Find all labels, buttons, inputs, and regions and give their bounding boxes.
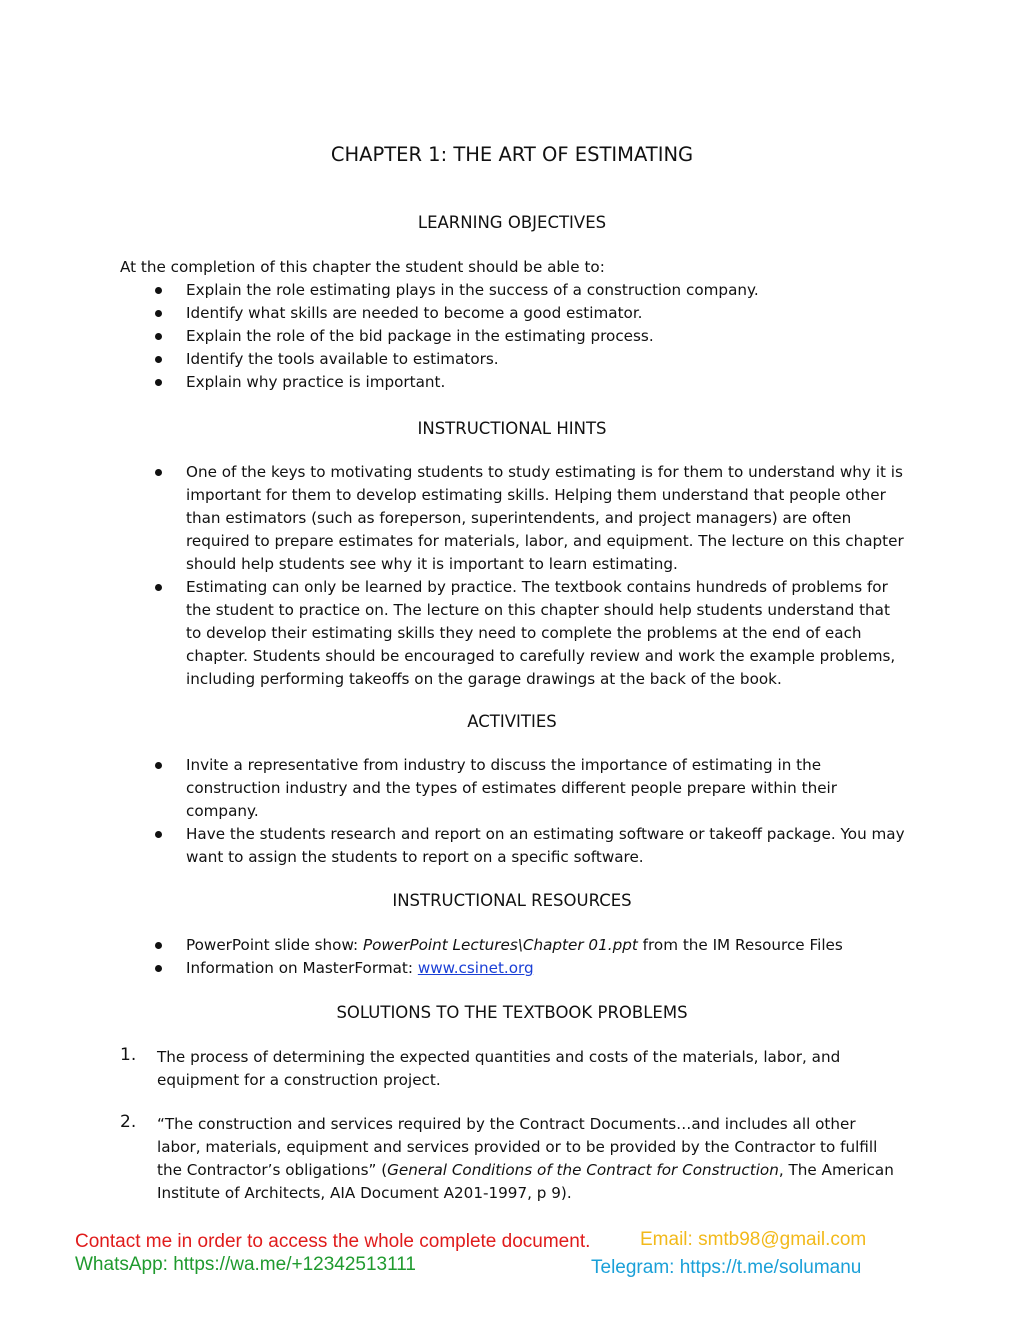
solutions-heading: SOLUTIONS TO THE TEXTBOOK PROBLEMS <box>336 1003 688 1022</box>
instructional-hints-heading: INSTRUCTIONAL HINTS <box>417 419 607 438</box>
activities-list <box>150 754 910 869</box>
list-item <box>150 934 910 957</box>
list-item: Explain why practice is important. <box>150 371 910 394</box>
solution-text-end: , The American Institute of Architects, AIA Document A201-1997, p 9). <box>157 1161 894 1202</box>
telegram-contact: Telegram: https://t.me/solumanu <box>591 1257 862 1278</box>
list-item: One of the keys to motivating students to study estimating is for them to understand why it is important for them to develop estimating skills. Helping them understand that people other than estimators (such as foreperson, superintendents, and project managers) are often required to prepare estimates for materials, labor, and equipment. The lecture on this chapter should help students see why it is important to learn estimating. <box>150 461 910 576</box>
list-item <box>150 957 910 980</box>
resource-suffix: from the IM Resource Files <box>637 936 843 954</box>
solution-text: The process of determining the expected quantities and costs of the materials, labor, and equipment for a construction project. <box>157 1048 841 1089</box>
csinet-link[interactable]: www.csinet.org <box>417 959 534 977</box>
list-item: Identify what skills are needed to become a good estimator. <box>150 302 910 325</box>
learning-objectives-list <box>150 279 910 394</box>
list-item: Explain the role estimating plays in the success of a construction company. <box>150 279 910 302</box>
solution-number: 1. <box>120 1045 137 1065</box>
instructional-resources-heading: INSTRUCTIONAL RESOURCES <box>392 891 632 910</box>
contact-notice: Contact me in order to access the whole complete document. <box>75 1231 591 1252</box>
solution-citation-title: General Conditions of the Contract for Construction <box>387 1161 779 1179</box>
resource-label: Information on MasterFormat: <box>186 959 418 977</box>
solution-item <box>120 1046 900 1092</box>
instructional-resources-list <box>150 934 910 980</box>
list-item: Estimating can only be learned by practice. The textbook contains hundreds of problems for the student to practice on. The lecture on this chapter should help students understand that to develop their estimating skills they need to complete the problems at the end of each chapter. Students should be encouraged to carefully review and work the example problems, including performing takeoffs on the garage drawings at the back of the book. <box>150 576 910 691</box>
email-contact: Email: smtb98@gmail.com <box>640 1229 867 1250</box>
solutions-list <box>120 1046 900 1205</box>
learning-objectives-heading: LEARNING OBJECTIVES <box>417 213 607 232</box>
list-item: Have the students research and report on an estimating software or takeoff package. You may want to assign the students to report on a specific software. <box>150 823 910 869</box>
activities-heading: ACTIVITIES <box>467 712 557 731</box>
list-item: Identify the tools available to estimators. <box>150 348 910 371</box>
solution-text: “The construction and services required by the Contract Documents…and includes all other labor, materials, equipment and services provided or to be provided by the Contractor to fulfill the Contractor’s obligations” ( <box>157 1115 878 1179</box>
instructional-hints-list <box>150 461 910 691</box>
resource-label: PowerPoint slide show: <box>186 936 363 954</box>
solution-item <box>120 1113 900 1205</box>
list-item: Invite a representative from industry to discuss the importance of estimating in the construction industry and the types of estimates different people prepare within their company. <box>150 754 910 823</box>
resource-file-path: PowerPoint Lectures\Chapter 01.ppt <box>362 936 638 954</box>
learning-objectives-intro: At the completion of this chapter the student should be able to: <box>120 258 605 276</box>
chapter-title: CHAPTER 1: THE ART OF ESTIMATING <box>330 143 694 166</box>
list-item: Explain the role of the bid package in the estimating process. <box>150 325 910 348</box>
solution-number: 2. <box>120 1112 137 1132</box>
whatsapp-contact: WhatsApp: https://wa.me/+12342513111 <box>75 1254 416 1275</box>
